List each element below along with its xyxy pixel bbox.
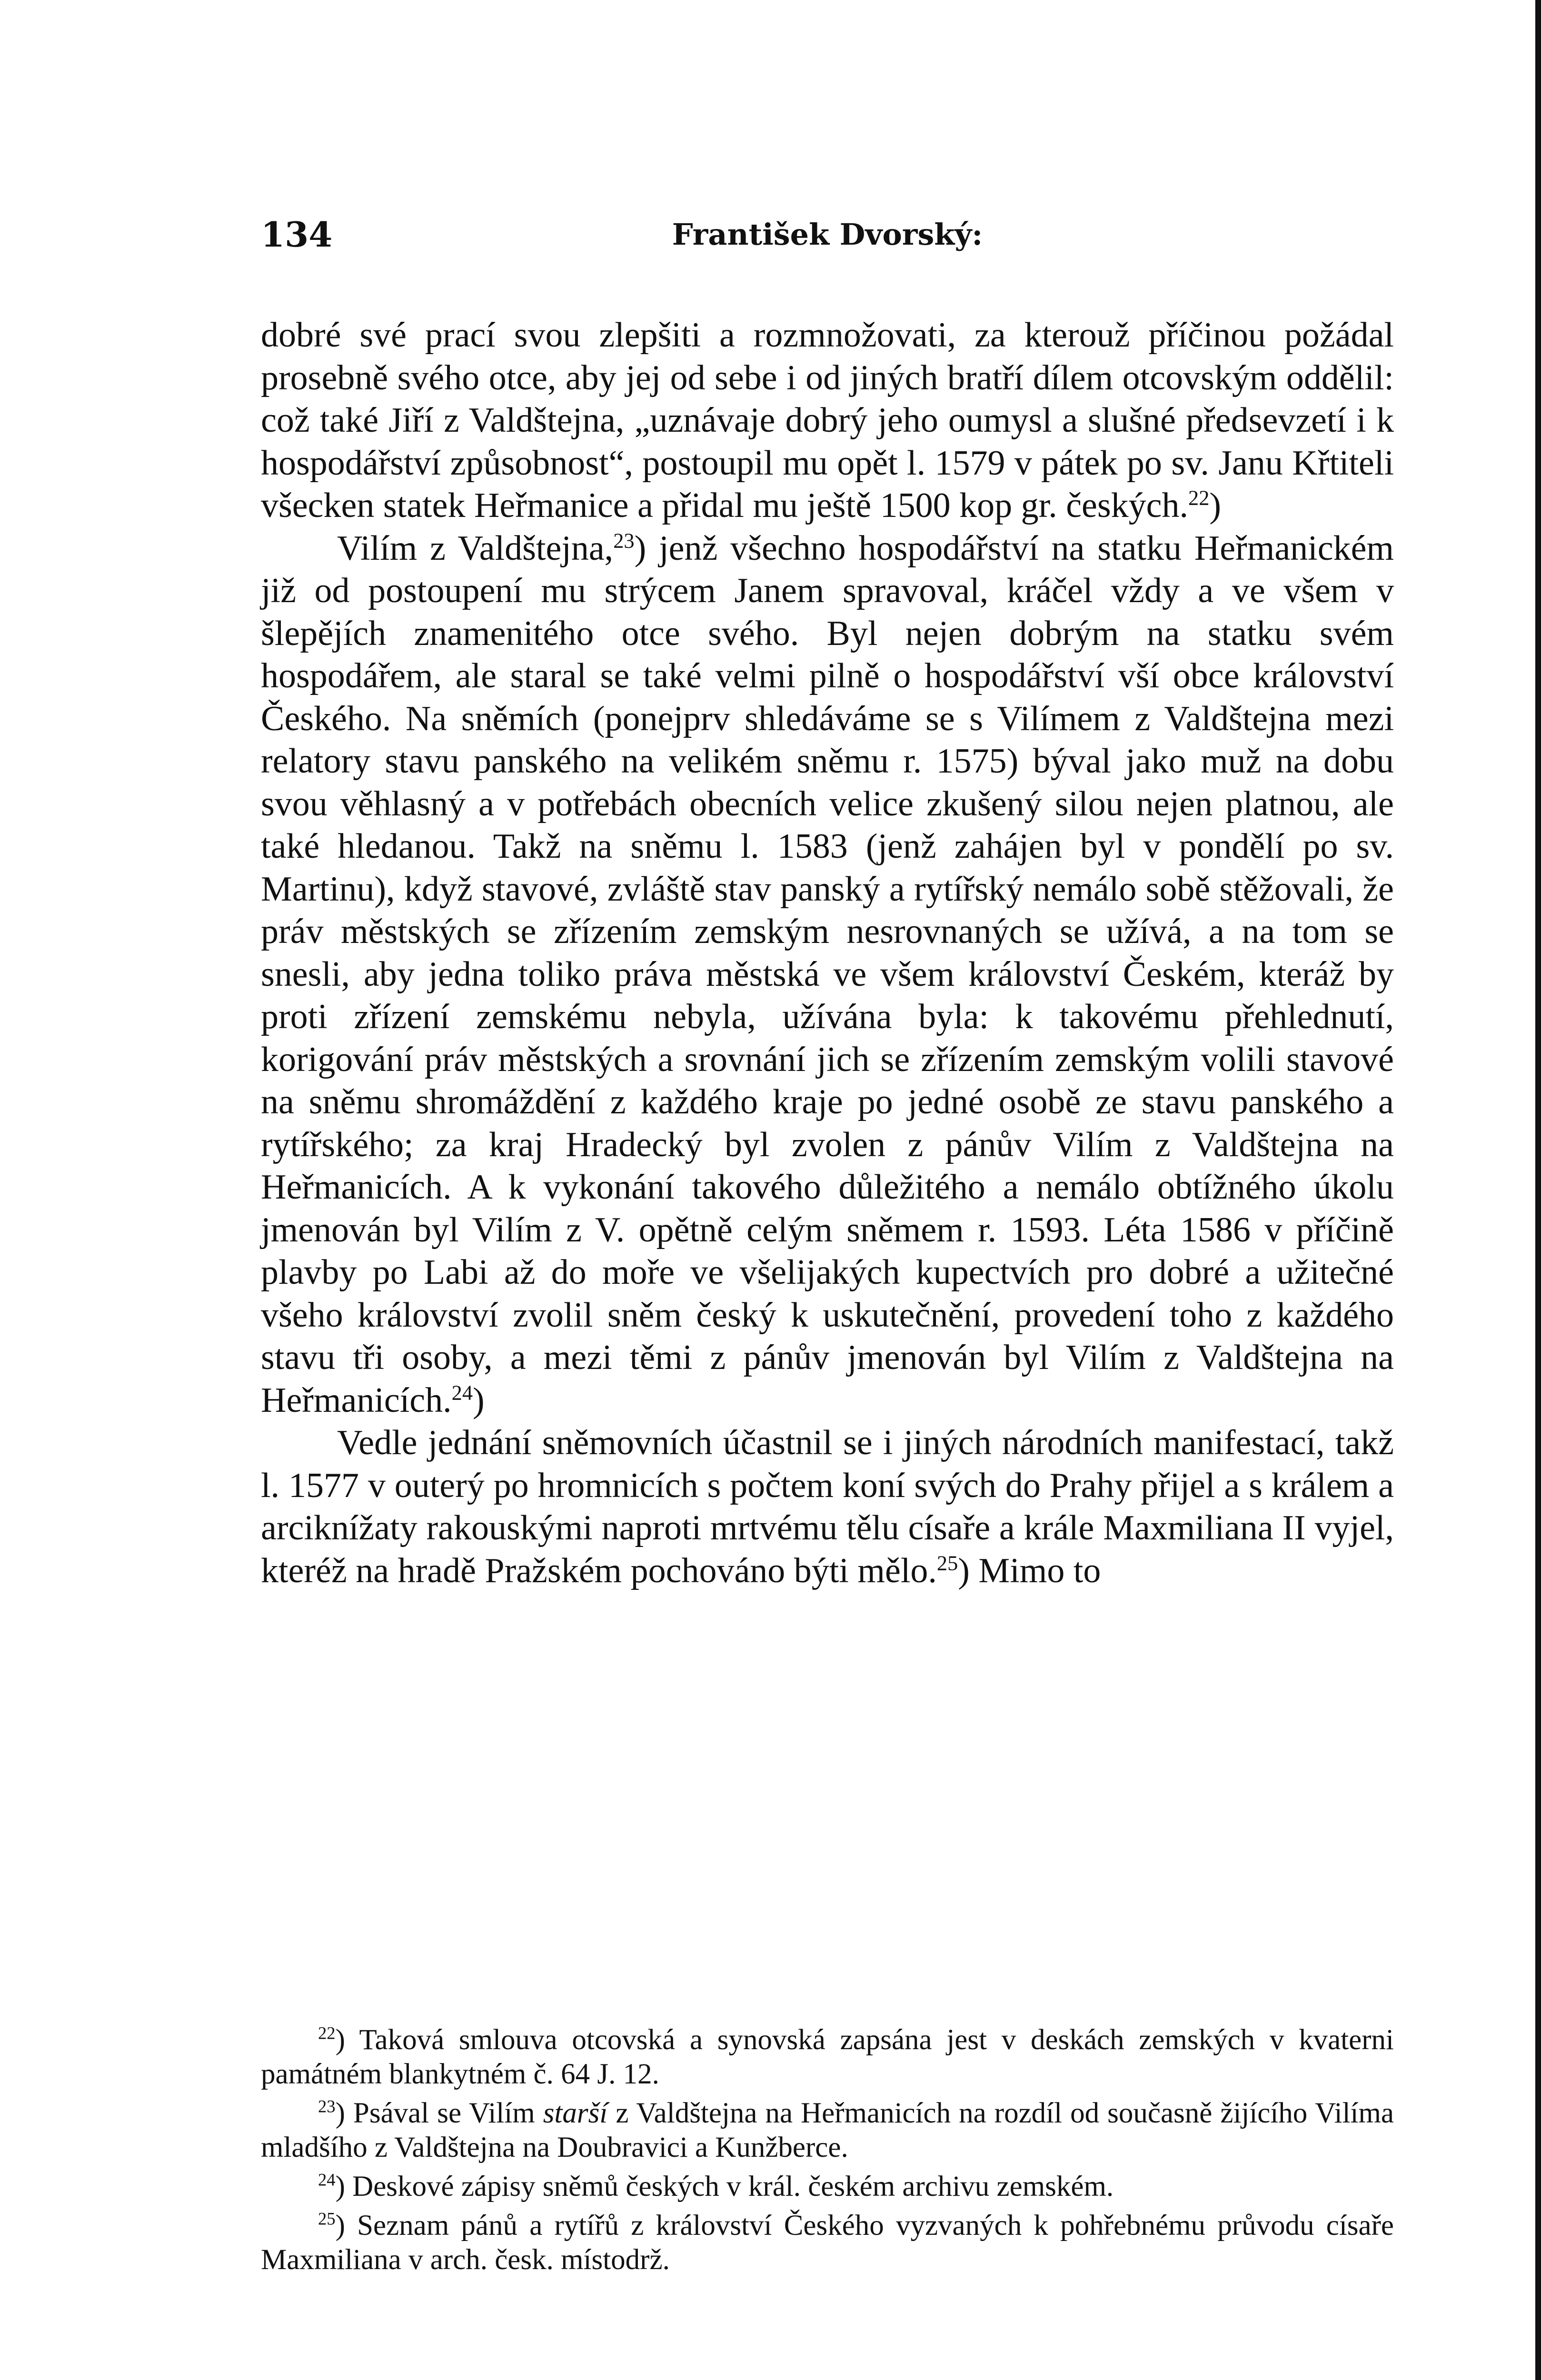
footnote-22: $^{22}$) Taková smlouva otcovská a synovská zapsána jest v deskách zemských v kvaterni památném blankytném č. 64 J. 12. bbox=[261, 2023, 1394, 2090]
footnote-25: $^{25}$) Seznam pánů a rytířů z království Českého vyzvaných k pohřebnému průvodu císaře Maxmiliana v arch. česk. místodrž. bbox=[261, 2209, 1394, 2276]
footnote-24: $^{24}$) Deskové zápisy sněmů českých v král. českém archivu zemském. bbox=[318, 2170, 1114, 2202]
page-edge-shadow bbox=[1535, 0, 1541, 2380]
paragraph-3: Vedle jednání sněmovních účastnil se i jiných národních manifestací, takž l. 1577 v outerý po hromnicích s počtem koní svých do Prahy přijel a s králem a arciknížaty rakouskými naproti mrtvému tělu císaře a krále Maxmiliana II vyjel, kteréž na hradě Pražském pochováno býti mělo.$^{25}$) Mimo to bbox=[261, 1423, 1394, 1590]
footnote-ref-23: 23 bbox=[613, 528, 635, 552]
page-header bbox=[261, 214, 1394, 257]
footnote-ref-22: 22 bbox=[1188, 486, 1210, 510]
footnotes bbox=[261, 2023, 1394, 2282]
paragraph-2: Vilím z Valdštejna,$^{23}$) jenž všechno hospodářství na statku Heřmanickém již od postoupení mu strýcem Janem spravoval, kráčel vždy a ve všem v šlepějích znamenitého otce svého. Byl nejen dobrým na statku svém hospodářem, ale staral se také velmi pilně o hospodářství vší obce království Českého. Na sněmích (ponejprv shledáváme se s Vilímem z Valdštejna mezi relatory stavu panského na velikém sněmu r. 1575) býval jako muž na dobu svou věhlasný a v potřebách obecních velice zkušený silou nejen platnou, ale také hledanou. Takž na sněmu l. 1583 (jenž zahájen byl v pondělí po sv. Martinu), když stavové, zvláště stav panský a rytířský nemálo sobě stěžovali, že práv městských se zřízením zemským nesrovnaných se užívá, a na tom se snesli, aby jedna toliko práva městská ve všem království Českém, kteráž by proti zřízení zemskému nebyla, užívána byla: k takovému přehlednutí, korigování práv městských a srovnání jich se zřízením zemským volili stavové na sněmu shromáždění z každého kraje po jedné osobě ze stavu panského a rytířského; za kraj Hradecký byl zvolen z pánův Vilím z Valdštejna na Heřmanicích. A k vykonání takového důležitého a nemálo obtížného úkolu jmenován byl Vilím z V. opětně celým sněmem r. 1593. Léta 1586 v příčině plavby po Labi až do moře ve všelijakých kupectvích pro dobré a užitečné všeho království zvolil sněm český k uskutečnění, provedení toho z každého stavu tři osoby, a mezi těmi z pánův jmenován byl Vilím z Valdštejna na Heřmanicích.$^{24}$) bbox=[261, 528, 1394, 1420]
page-number: 134 bbox=[261, 214, 333, 255]
footnote-ref-25: 25 bbox=[936, 1550, 958, 1575]
footnote-ref-24: 24 bbox=[451, 1380, 473, 1404]
body-text bbox=[261, 314, 1394, 1592]
footnote-23: $^{23}$) Psával se Vilím starší z Valdštejna na Heřmanicích na rozdíl od současně žijícího Vilíma mladšího z Valdštejna na Doubravici a Kunžberce. bbox=[261, 2096, 1394, 2163]
paragraph-1: dobré své prací svou zlepšiti a rozmnožovati, za kterouž příčinou požádal prosebně svého otce, aby jej od sebe i od jiných bratří dílem otcovským oddělil: což také Jiří z Valdštejna, „uznávaje dobrý jeho oumysl a slušné předsevzetí i k hospodářství způsobnost“, postoupil mu opět l. 1579 v pátek po sv. Janu Křtiteli všecken statek Heřmanice a přidal mu ještě 1500 kop gr. českých.$^{22}$) bbox=[261, 316, 1394, 525]
running-title: František Dvorský: bbox=[672, 217, 983, 252]
